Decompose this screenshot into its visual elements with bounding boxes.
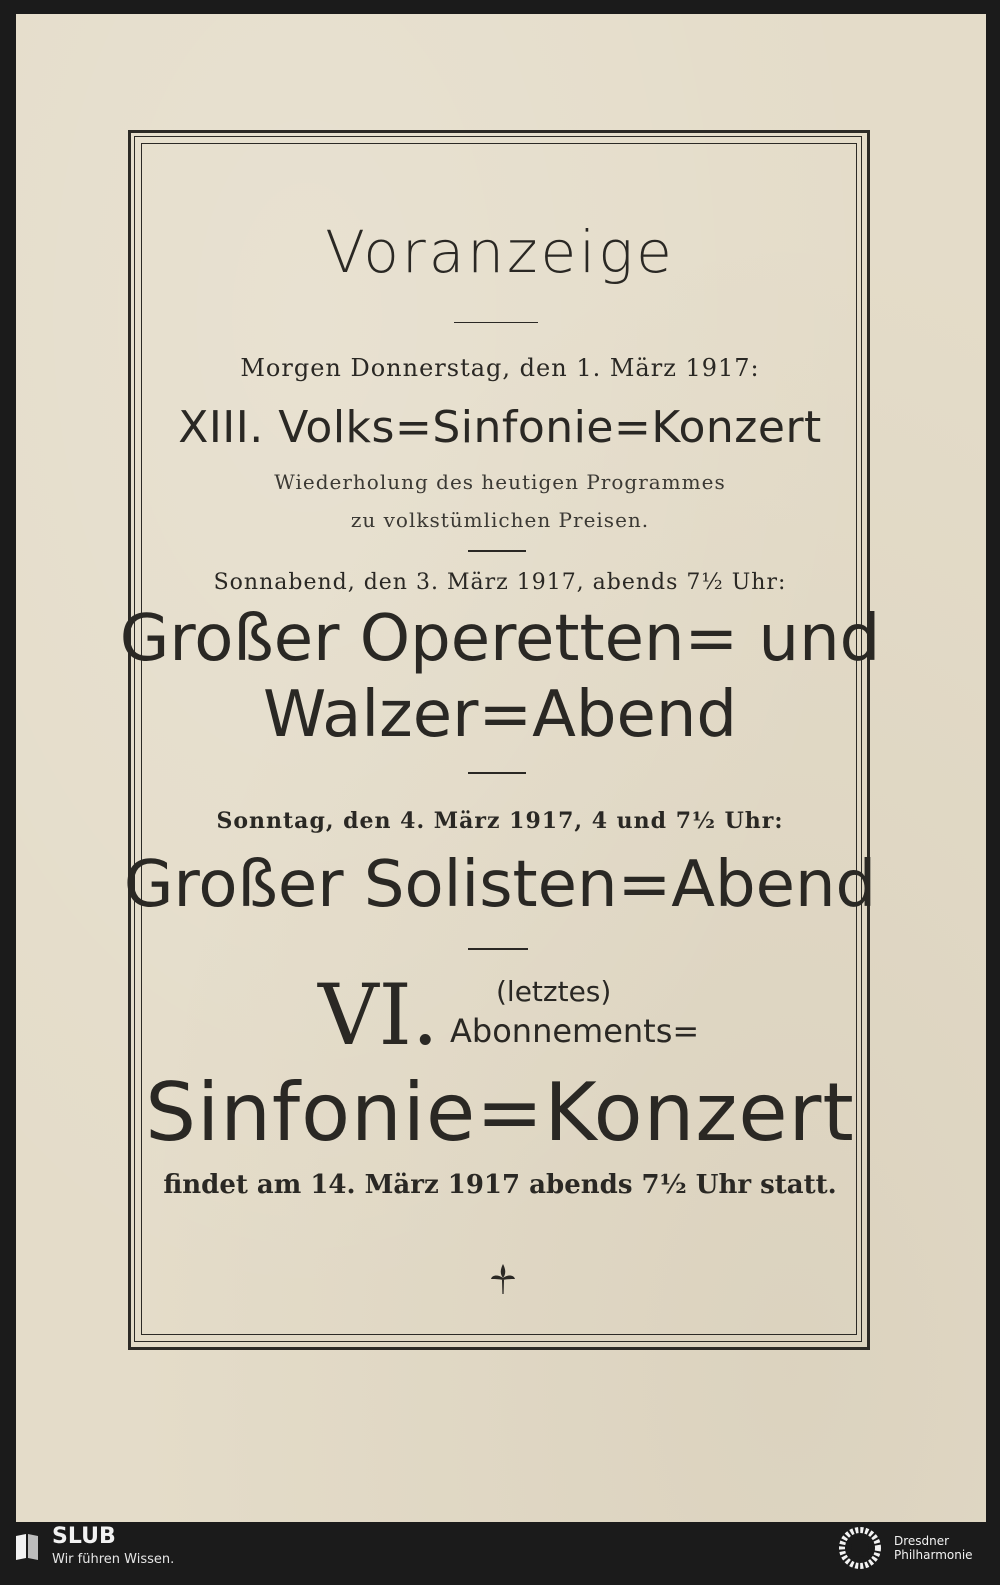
divider (468, 550, 526, 552)
divider (454, 322, 538, 323)
event4-numeral: VI. (318, 966, 439, 1064)
event4-title: Sinfonie=Konzert (145, 1066, 855, 1159)
event4-date: findet am 14. März 1917 abends 7½ Uhr statt. (163, 1170, 837, 1200)
divider (468, 772, 526, 774)
event4-qualifier: (letztes) (496, 975, 612, 1008)
event1-note-line2: zu volkstümlichen Preisen. (350, 508, 650, 532)
event3-date: Sonntag, den 4. März 1917, 4 und 7½ Uhr: (216, 808, 784, 834)
slub-name: SLUB (52, 1524, 116, 1549)
event1-date: Morgen Donnerstag, den 1. März 1917: (240, 354, 760, 382)
partner-name-line1: Dresdner (894, 1534, 950, 1548)
event1-note-line1: Wiederholung des heutigen Programmes (274, 470, 726, 494)
dresdner-philharmonie-logo-icon (834, 1522, 886, 1574)
event4-kind: Abonnements= (450, 1012, 700, 1050)
event1-title: XIII. Volks=Sinfonie=Konzert (178, 402, 822, 453)
fleuron-ornament-icon (488, 1262, 518, 1296)
event2-title-line2: Walzer=Abend (262, 678, 738, 752)
divider (468, 948, 528, 950)
slub-logo-icon (14, 1532, 40, 1562)
heading-title: Voranzeige (325, 218, 675, 286)
slub-claim: Wir führen Wissen. (52, 1552, 175, 1567)
event2-title-line1: Großer Operetten= und (119, 602, 881, 676)
event2-date: Sonnabend, den 3. März 1917, abends 7½ Uhr: (213, 570, 787, 595)
partner-name-line2: Philharmonie (894, 1548, 973, 1562)
event3-title: Großer Solisten=Abend (123, 848, 877, 922)
